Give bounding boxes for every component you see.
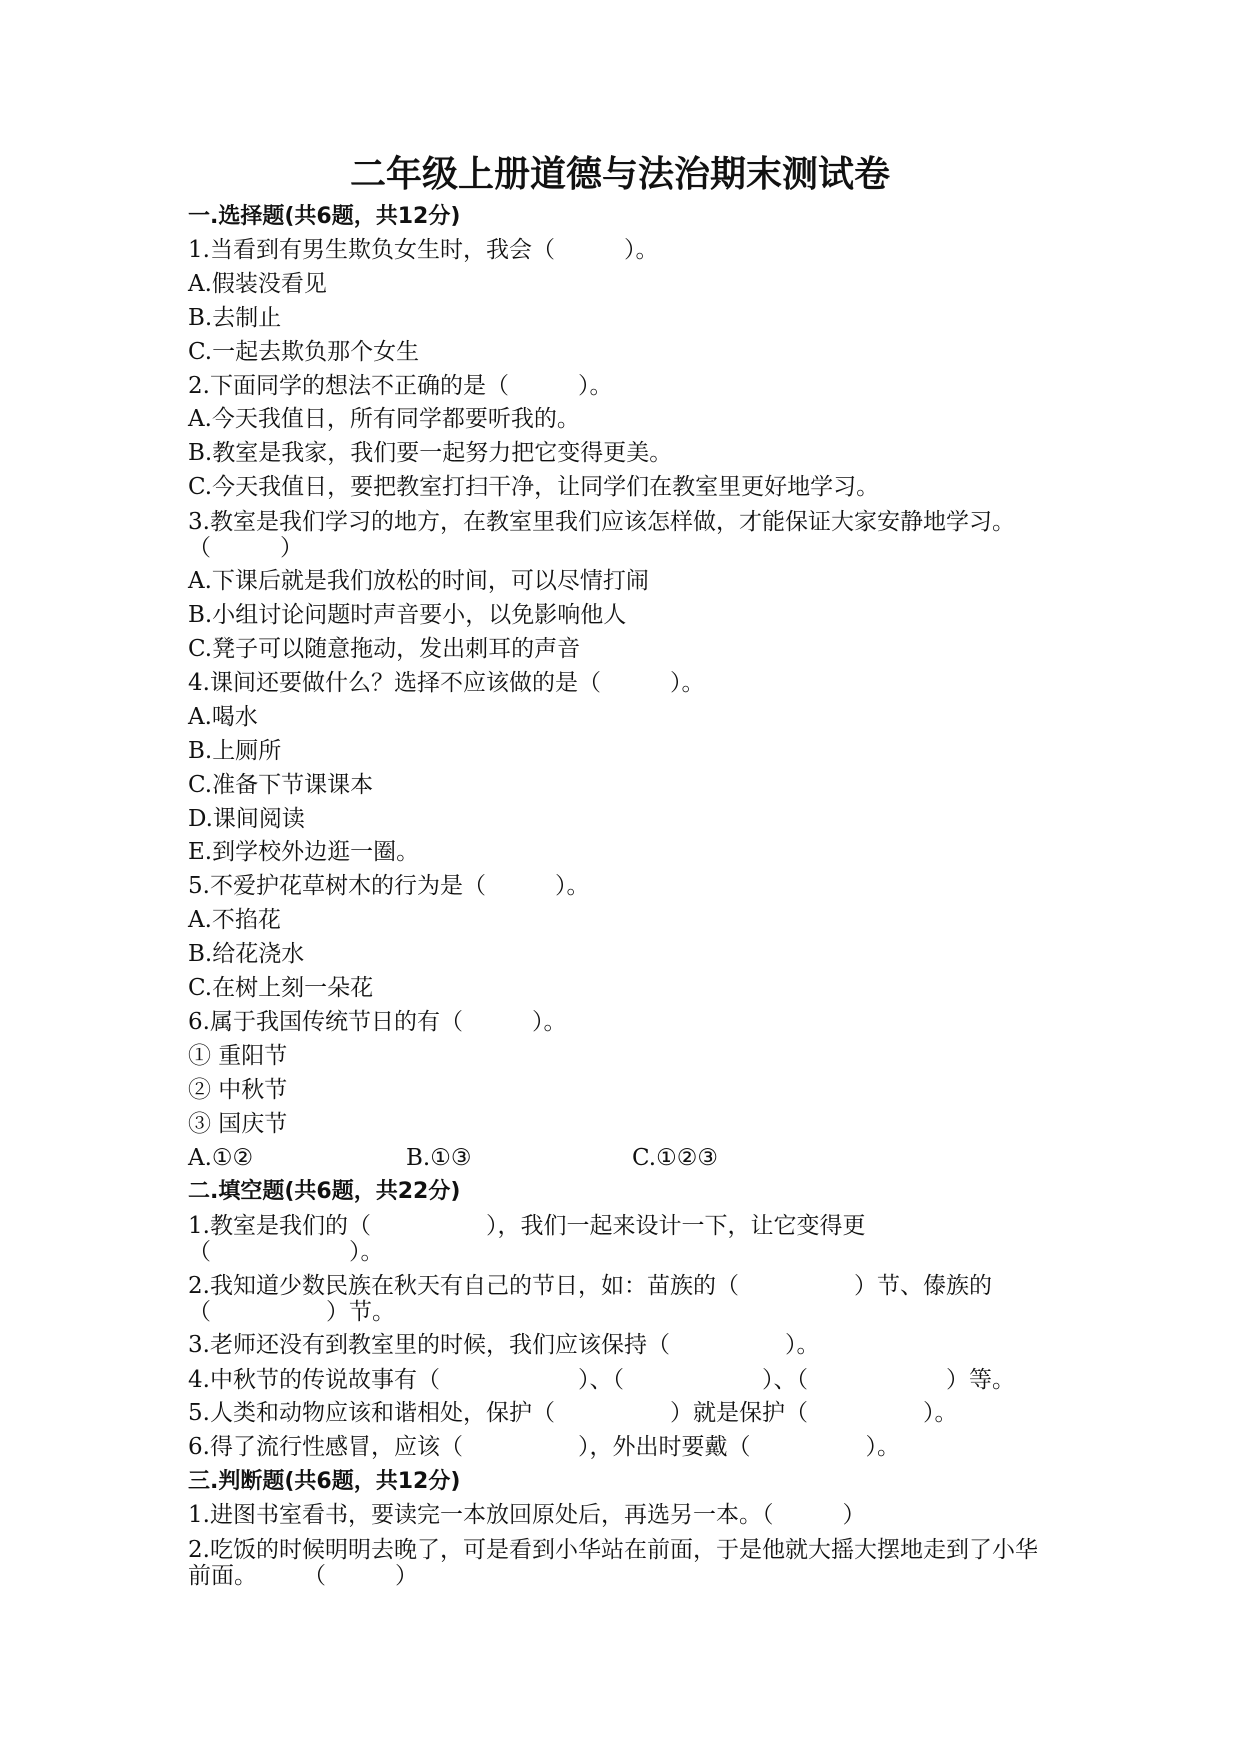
option-line: B.教室是我家，我们要一起努力把它变得更美。 bbox=[188, 440, 673, 467]
question-line: 1.当看到有男生欺负女生时，我会（ ）。 bbox=[188, 236, 659, 263]
option-line: C.在树上刻一朵花 bbox=[188, 975, 374, 1002]
question-line: 2.下面同学的想法不正确的是（ ）。 bbox=[188, 372, 613, 399]
option-line: C.今天我值日，要把教室打扫干净，让同学们在教室里更好地学习。 bbox=[188, 474, 880, 501]
option-line: C.准备下节课课本 bbox=[188, 771, 374, 798]
question-line: 5.人类和动物应该和谐相处，保护（ ）就是保护（ ）。 bbox=[188, 1400, 958, 1427]
option-line: A.下课后就是我们放松的时间，可以尽情打闹 bbox=[188, 568, 649, 595]
item-line: ① 重阳节 bbox=[188, 1042, 288, 1069]
section-heading-fill: 二.填空题(共6题，共22分) bbox=[188, 1179, 461, 1205]
page-title: 二年级上册道德与法治期末测试卷 bbox=[349, 153, 890, 195]
exam-content bbox=[188, 200, 1058, 1593]
question-line: 2.吃饭的时候明明去晚了，可是看到小华站在前面，于是他就大摇大摆地走到了小华前面。 （ ） bbox=[188, 1536, 1038, 1589]
section-heading-judge: 三.判断题(共6题，共12分) bbox=[188, 1469, 461, 1495]
question-line: 2.我知道少数民族在秋天有自己的节日，如：苗族的（ ）节、傣族的（ ）节。 bbox=[188, 1273, 992, 1326]
question-line: 3.老师还没有到教室里的时候，我们应该保持（ ）。 bbox=[188, 1332, 820, 1359]
option-line: A.不掐花 bbox=[188, 907, 281, 934]
question-line: 4.中秋节的传说故事有（ ）、（ ）、（ ）等。 bbox=[188, 1367, 1015, 1394]
question-line: 6.得了流行性感冒，应该（ ），外出时要戴（ ）。 bbox=[188, 1434, 900, 1461]
option-line: E.到学校外边逛一圈。 bbox=[188, 839, 420, 866]
option-line: B.上厕所 bbox=[188, 737, 282, 764]
option-line: D.课间阅读 bbox=[188, 805, 305, 832]
option-line: C.一起去欺负那个女生 bbox=[188, 338, 420, 365]
option-line: B.给花浇水 bbox=[188, 941, 305, 968]
option-line: A.假装没看见 bbox=[188, 270, 327, 297]
question-line: 1.教室是我们的（ ），我们一起来设计一下，让它变得更（ ）。 bbox=[188, 1213, 866, 1266]
option-a: A.①② bbox=[188, 1144, 254, 1171]
item-line: ③ 国庆节 bbox=[188, 1110, 288, 1137]
options-row bbox=[188, 1142, 1058, 1176]
question-line: 5.不爱护花草树木的行为是（ ）。 bbox=[188, 873, 590, 900]
question-line: 1.进图书室看书，要读完一本放回原处后，再选另一本。（ ） bbox=[188, 1502, 866, 1528]
option-b: B.①③ bbox=[406, 1144, 472, 1171]
option-line: C.凳子可以随意拖动，发出刺耳的声音 bbox=[188, 635, 581, 662]
section-heading-choice: 一.选择题(共6题，共12分) bbox=[188, 204, 461, 229]
option-line: A.喝水 bbox=[188, 703, 258, 730]
option-c: C.①②③ bbox=[632, 1144, 718, 1171]
option-line: B.去制止 bbox=[188, 304, 282, 331]
question-line: 3.教室是我们学习的地方，在教室里我们应该怎样做，才能保证大家安静地学习。（ ） bbox=[188, 509, 1015, 562]
question-line: 6.属于我国传统节日的有（ ）。 bbox=[188, 1008, 567, 1035]
question-line: 4.课间还要做什么？选择不应该做的是（ ）。 bbox=[188, 669, 705, 696]
item-line: ② 中秋节 bbox=[188, 1076, 288, 1103]
option-line: B.小组讨论问题时声音要小，以免影响他人 bbox=[188, 602, 627, 629]
option-line: A.今天我值日，所有同学都要听我的。 bbox=[188, 406, 580, 433]
